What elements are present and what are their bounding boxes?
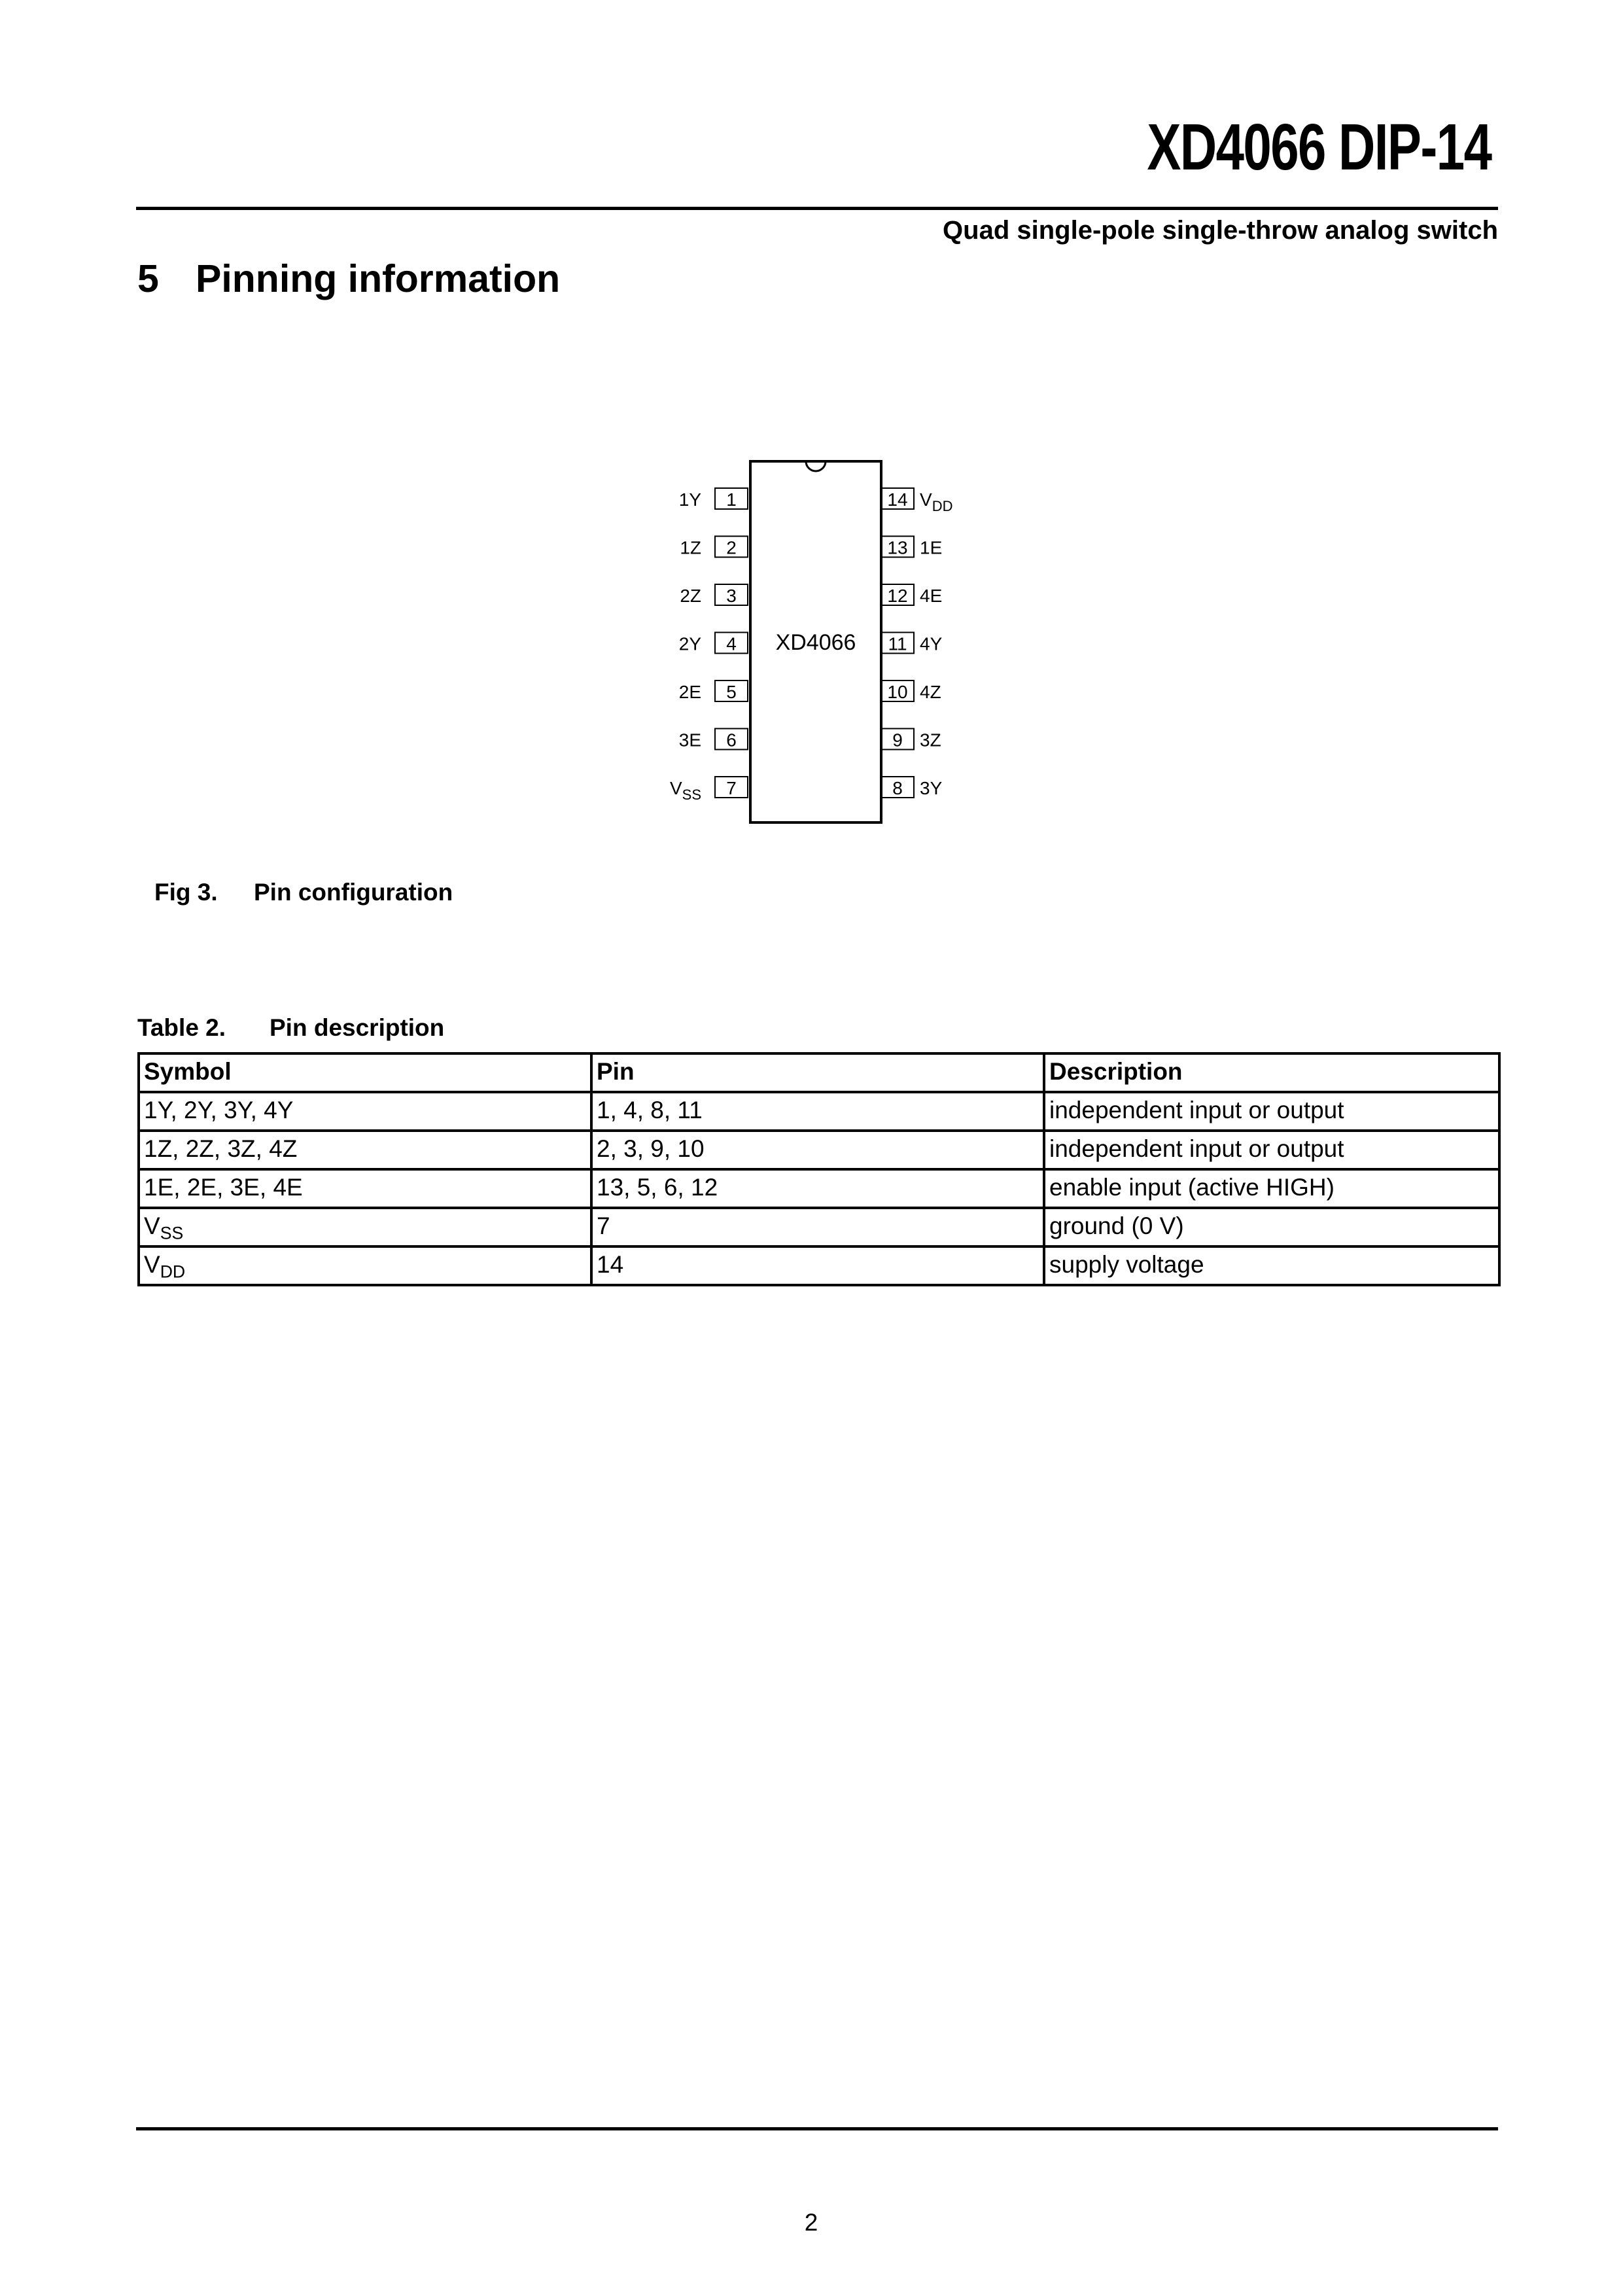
cell-symbol bbox=[139, 1131, 591, 1169]
pin-name-subscript: DD bbox=[932, 498, 953, 514]
pin-name-main: 1E bbox=[920, 537, 943, 558]
pin-5 bbox=[679, 680, 748, 702]
pin-name bbox=[920, 634, 943, 654]
cell-description: supply voltage bbox=[1044, 1246, 1499, 1285]
pin-name bbox=[920, 538, 942, 558]
figure-caption bbox=[154, 879, 453, 906]
pin-number: 11 bbox=[888, 633, 907, 654]
pin-name-main: 3E bbox=[678, 730, 701, 751]
pin-number: 9 bbox=[892, 730, 903, 751]
table-row bbox=[139, 1131, 1499, 1169]
header-description: Description bbox=[1044, 1053, 1499, 1092]
pin-name-main: 1Z bbox=[680, 537, 701, 558]
symbol-text: V bbox=[144, 1212, 160, 1239]
pin-number: 6 bbox=[726, 730, 737, 751]
cell-pin: 14 bbox=[591, 1246, 1044, 1285]
document-title: XD4066 DIP-14 bbox=[1146, 111, 1491, 184]
pin-name bbox=[680, 538, 701, 558]
pin-1 bbox=[679, 488, 748, 510]
pin-name bbox=[920, 682, 941, 702]
header-pin: Pin bbox=[591, 1053, 1044, 1092]
pin-name bbox=[920, 489, 952, 514]
pin-number: 1 bbox=[726, 489, 737, 510]
table-row bbox=[139, 1208, 1499, 1246]
table-caption-text: Pin description bbox=[270, 1014, 445, 1041]
pin-number: 13 bbox=[887, 537, 908, 558]
symbol-text: 1Z, 2Z, 3Z, 4Z bbox=[144, 1135, 298, 1162]
symbol-subscript: DD bbox=[160, 1262, 186, 1282]
pin-name bbox=[679, 682, 701, 702]
pin-name bbox=[670, 778, 701, 803]
pin-10 bbox=[881, 680, 941, 702]
pin-name-main: 1Y bbox=[678, 489, 701, 510]
table-row bbox=[139, 1092, 1499, 1131]
section-title: Pinning information bbox=[196, 257, 561, 300]
pin-14 bbox=[881, 488, 952, 514]
pin-number: 10 bbox=[887, 682, 908, 702]
pin-name-main: 4E bbox=[920, 586, 943, 606]
pin-name bbox=[679, 634, 702, 654]
footer-rule bbox=[136, 2127, 1498, 2130]
ic-package bbox=[750, 461, 881, 822]
header-symbol: Symbol bbox=[139, 1053, 591, 1092]
pin-12 bbox=[881, 584, 942, 606]
cell-pin: 13, 5, 6, 12 bbox=[591, 1169, 1044, 1208]
pin-number: 12 bbox=[887, 586, 908, 606]
page-number: 2 bbox=[804, 2209, 818, 2236]
table-row bbox=[139, 1246, 1499, 1285]
cell-symbol bbox=[139, 1092, 591, 1131]
cell-symbol bbox=[139, 1246, 591, 1285]
pin-name bbox=[679, 489, 702, 510]
cell-pin: 1, 4, 8, 11 bbox=[591, 1092, 1044, 1131]
pin-name-main: V bbox=[920, 489, 932, 510]
table-row bbox=[139, 1169, 1499, 1208]
symbol-subscript: SS bbox=[160, 1223, 184, 1243]
table-caption bbox=[137, 1014, 444, 1042]
symbol-text: 1E, 2E, 3E, 4E bbox=[144, 1174, 303, 1201]
table-label: Table 2. bbox=[137, 1014, 226, 1041]
cell-description: independent input or output bbox=[1044, 1092, 1499, 1131]
pin-9 bbox=[881, 729, 941, 751]
cell-description: independent input or output bbox=[1044, 1131, 1499, 1169]
pin-name-main: 2Z bbox=[680, 586, 701, 606]
cell-pin: 7 bbox=[591, 1208, 1044, 1246]
pin-name bbox=[920, 778, 943, 798]
pin-7 bbox=[670, 777, 748, 803]
cell-symbol bbox=[139, 1208, 591, 1246]
figure-label: Fig 3. bbox=[154, 879, 218, 906]
pin-name-subscript: SS bbox=[682, 786, 701, 803]
pin-number: 5 bbox=[726, 682, 737, 702]
pin-name-main: 3Z bbox=[920, 730, 941, 751]
pin1-notch bbox=[806, 461, 826, 471]
pin-6 bbox=[679, 729, 748, 751]
pin-number: 4 bbox=[726, 633, 737, 654]
figure-caption-text: Pin configuration bbox=[254, 879, 453, 906]
pin-name bbox=[680, 586, 701, 606]
document-subtitle: Quad single-pole single-throw analog switch bbox=[943, 216, 1498, 245]
pin-name-main: 4Z bbox=[920, 682, 941, 702]
cell-description: enable input (active HIGH) bbox=[1044, 1169, 1499, 1208]
header-rule bbox=[136, 207, 1498, 210]
pin-number: 2 bbox=[726, 537, 737, 558]
pin-name-main: 2E bbox=[678, 682, 701, 702]
pin-description-table bbox=[137, 1052, 1501, 1286]
cell-description: ground (0 V) bbox=[1044, 1208, 1499, 1246]
pin-3 bbox=[680, 584, 748, 606]
cell-pin: 2, 3, 9, 10 bbox=[591, 1131, 1044, 1169]
pin-11 bbox=[881, 633, 943, 654]
pin-8 bbox=[881, 777, 943, 798]
pin-name bbox=[920, 730, 941, 751]
pin-configuration-diagram bbox=[641, 445, 981, 838]
section-number: 5 bbox=[137, 257, 159, 300]
pin-2 bbox=[680, 537, 748, 558]
pin-number: 3 bbox=[726, 586, 737, 606]
pin-name-main: 3Y bbox=[920, 778, 943, 798]
symbol-text: 1Y, 2Y, 3Y, 4Y bbox=[144, 1097, 294, 1123]
symbol-text: V bbox=[144, 1251, 160, 1278]
pin-number: 14 bbox=[887, 489, 908, 510]
table-header-row bbox=[139, 1053, 1499, 1092]
pin-number: 7 bbox=[726, 778, 737, 798]
pin-name-main: 2Y bbox=[678, 633, 701, 654]
pin-name bbox=[920, 586, 942, 606]
pin-name-main: 4Y bbox=[920, 633, 943, 654]
pin-13 bbox=[881, 537, 942, 558]
pin-name bbox=[679, 730, 701, 751]
chip-label: XD4066 bbox=[775, 630, 856, 655]
pin-4 bbox=[679, 633, 748, 654]
pin-name-main: V bbox=[669, 778, 682, 798]
pin-number: 8 bbox=[892, 778, 903, 798]
section-heading bbox=[137, 256, 560, 301]
cell-symbol bbox=[139, 1169, 591, 1208]
